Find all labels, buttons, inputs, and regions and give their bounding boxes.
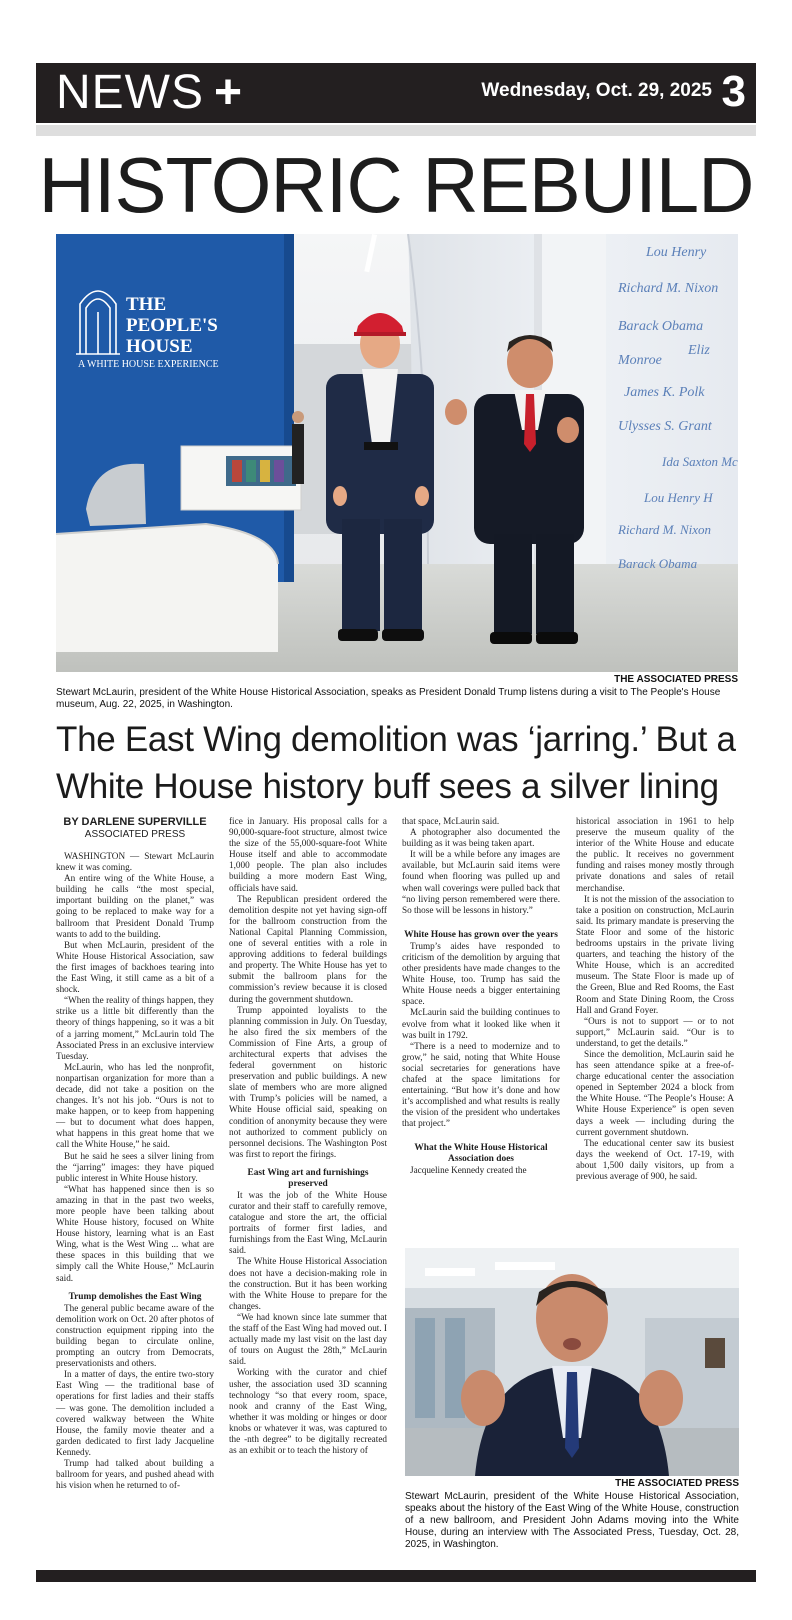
paragraph: In a matter of days, the entire two-story East Wing — the traditional base of operations for first ladies and their staffs — was gone. The demolition included a covered walkway between the White House, the family movie theater and a garden dedicated to first lady Jacqueline Kennedy. [56,1369,214,1457]
wall-name: Ida Saxton Mc [662,454,738,469]
wall-name: Eliz [688,343,710,358]
paragraph: that space, McLaurin said. [402,816,500,826]
article-headline: The East Wing demolition was ‘jarring.’ But a White House history buff sees a silver lining [56,720,736,806]
article-column-3 [402,816,560,1177]
footer-bar [36,1570,756,1582]
paragraph: Since the demolition, McLaurin said he has seen attendance spike at a free-of-charge educational center the association opened in September 2024 a block from the White House. “The People’s House: A White House Experience” is open seven days a week — including during the current government shutdown. [576,1048,734,1137]
page-number: 3 [721,67,746,116]
paragraph: historical association in 1961 to help preserve the museum quality of the interior of the White House and educate the public. It receives no government funding and raises money mostly through private donations and sales of retail merchandise. [576,816,734,893]
paragraph: It was the job of the White House curator and their staff to carefully remove, catalogue and store the art, the official portraits of former first ladies, and furnishings from the East Wing, McLaurin said. [229,1189,387,1256]
article-column-2 [229,816,387,1456]
paragraph: McLaurin said the building continues to evolve from what it looked like when it was built in 1792. [402,1007,560,1040]
paragraph: “We had known since late summer that the staff of the East Wing had moved out. I actually made my last visit on the last day of tours on August the 28th,” McLaurin said. [229,1311,387,1367]
article-column-1 [56,816,214,1491]
wall-name: Lou Henry H [644,490,713,505]
wall-name: James K. Polk [624,385,705,400]
subhead: White House has grown over the years [404,929,558,940]
paragraph: “Ours is not to support — or to not support,” McLaurin said. “Our is to understand, to get the details.” [576,1015,734,1048]
main-photo [56,234,738,672]
byline-agency: ASSOCIATED PRESS [84,829,186,840]
sign-line-2: PEOPLE'S [126,315,218,336]
paragraph: Jacqueline Kennedy created the [410,1165,527,1176]
byline-author: BY DARLENE SUPERVILLE [63,816,207,828]
paragraph: “What has happened since then is so amazing in that in the past two weeks, more people have been talking about White House history, focused on White House history, learning what is an East Wing, what is the West Wing ... what are these spaces in this building that we simply call the White House,” McLaurin said. [56,1183,214,1283]
paragraph: The White House Historical Association does not have a decision-making role in the construction. But it has been working with the White House to prepare for the changes. [229,1256,387,1311]
main-photo-credit: THE ASSOCIATED PRESS [614,674,738,685]
paragraph: A photographer also documented the building as it was being taken apart. [402,827,560,849]
second-photo-credit: THE ASSOCIATED PRESS [615,1478,739,1489]
wall-name: Richard M. Nixon [618,522,712,537]
paragraph: But when McLaurin, president of the White House Historical Association, saw the first images of backhoes tearing into the East Wing, it still came as a bit of a shock. [56,939,214,995]
plus-icon: + [214,66,244,119]
paragraph: Trump appointed loyalists to the planning commission in July. On Tuesday, he also fired the six members of the Commission of Fine Arts, a group of architectural experts that advises the federal government on historic preservation and public buildings. A new slate of members who are more aligned with Trump’s policies will be named, a White House official said, speaking on condition of anonymity because they were not authorized to comment publicly on personnel decisions. The Washington Post was first to report the firings. [229,1004,387,1159]
masthead [36,63,756,123]
paragraph: An entire wing of the White House, a building he calls “the most special, important building on the planet,” was going to be replaced to make way for a ballroom that President Donald Trump wants to add to the building. [56,873,214,939]
wall-name: Lou Henry [646,245,707,260]
paragraph: It will be a while before any images are available, but McLaurin said items were found when flooring was pulled up and when wall coverings were pulled back that “no living person remembered were there. So those will be lessons in history.” [402,849,560,915]
wall-name: Barack Obama [618,556,698,571]
paragraph: Trump’s aides have responded to criticism of the demolition by arguing that other presidents have made changes to the White House, too. Trump has said the White House needs a bigger entertaining space. [402,940,560,1007]
wall-name: Richard M. Nixon [618,281,719,296]
wall-name: Barack Obama [618,319,704,334]
paragraph: WASHINGTON — Stewart McLaurin knew it was coming. [56,851,214,873]
second-photo-caption: Stewart McLaurin, president of the White House Historical Association, speaks about the history of the East Wing of the White House, construction of a new ballroom, and President John Adams moving into the White House, during an interview with The Associated Press, Tuesday, Oct. 28, 2025, in Washington. [405,1491,739,1550]
paragraph: It is not the mission of the association to take a position on construction, McLaurin said. Its primary mandate is preserving the State Floor and some of the historic bedrooms upstairs in the private living quarters, and teaching the history of the White House, which is an accredited museum. The State Floor is made up of the Green, Blue and Red Rooms, the East Room and State Dining Room, the Cross Hall and Grand Foyer. [576,893,734,1015]
paragraph: The Republican president ordered the demolition despite not yet having sign-off for the ballroom construction from the National Capital Planning Commission, one of several entities with a role in approving additions to federal buildings and property. The White House has yet to submit the ballroom plans for the commission’s review because it is closed during the government shutdown. [229,893,387,1004]
section-name [56,65,243,121]
second-photo [405,1248,739,1476]
paragraph: Trump had talked about building a ballroom for years, and pushed ahead with his vision when he returned to of- [56,1457,214,1491]
sign-line-3: HOUSE [126,336,193,357]
masthead-divider [36,125,756,136]
paragraph: fice in January. His proposal calls for a 90,000-square-foot structure, almost twice the size of the 55,000-square-foot White House itself and able to accommodate 1,000 people. The plan also includes building a more modern East Wing, officials have said. [229,816,387,893]
main-photo-caption: Stewart McLaurin, president of the White House Historical Association, speaks as President Donald Trump listens during a visit to The People's House museum, Aug. 22, 2025, in Washington. [56,687,721,710]
wall-name: Monroe [618,353,662,368]
section-label: NEWS [56,66,204,119]
subhead: Trump demolishes the East Wing [68,1291,202,1302]
paragraph: The general public became aware of the demolition work on Oct. 20 after photos of construction equipment ripping into the building began to circulate online, prompting an outcry from Democrats, preservationists and others. [56,1302,214,1369]
issue-date: Wednesday, Oct. 29, 2025 [481,80,712,101]
paragraph: McLaurin, who has led the nonprofit, nonpartisan organization for more than a decade, did not take a position on the changes. It’s not his job. “Ours is not to make happen, or to keep from happening — but to document what does happen, what happens in this great home that we call the White House,” he said. [56,1061,214,1150]
paragraph: Working with the curator and chief usher, the association used 3D scanning technology “so that every room, space, nook and cranny of the East Wing, whether it was molding or hinges or door knobs or whatever it was, was captured to the -nth degree” to be digitally recreated as an exhibit or to teach the history of [229,1367,387,1456]
subhead: What the White House Historical Association does [414,1143,548,1165]
wall-name: Ulysses S. Grant [618,419,712,434]
sign-line-4: A WHITE HOUSE EXPERIENCE [78,359,219,370]
sign-line-1: THE [126,294,167,315]
paragraph: The educational center saw its busiest days the weekend of Oct. 17-19, with about 1,500 daily visitors, up from a previous average of 900, he said. [576,1137,734,1181]
article-column-4 [576,816,734,1182]
subhead: East Wing art and furnishings preserved [247,1167,369,1189]
main-photo-illustration [56,234,738,672]
paragraph: “There is a need to modernize and to grow,” he said, noting that White House social secretaries for generations have chafed at the space limitations for entertaining. “But how it’s done and how it’s accomplished and what results is really the vision of the president who undertakes that project.” [402,1040,560,1129]
paragraph: “When the reality of things happen, they strike us a little bit differently than the theory of things happening, so it was a bit of a jarring moment,” McLaurin told The Associated Press in an exclusive interview Tuesday. [56,995,214,1061]
paragraph: But he said he sees a silver lining from the “jarring” images: they have piqued public interest in White House history. [56,1150,214,1183]
second-photo-illustration [405,1248,739,1476]
section-title: HISTORIC REBUILD [38,141,754,229]
